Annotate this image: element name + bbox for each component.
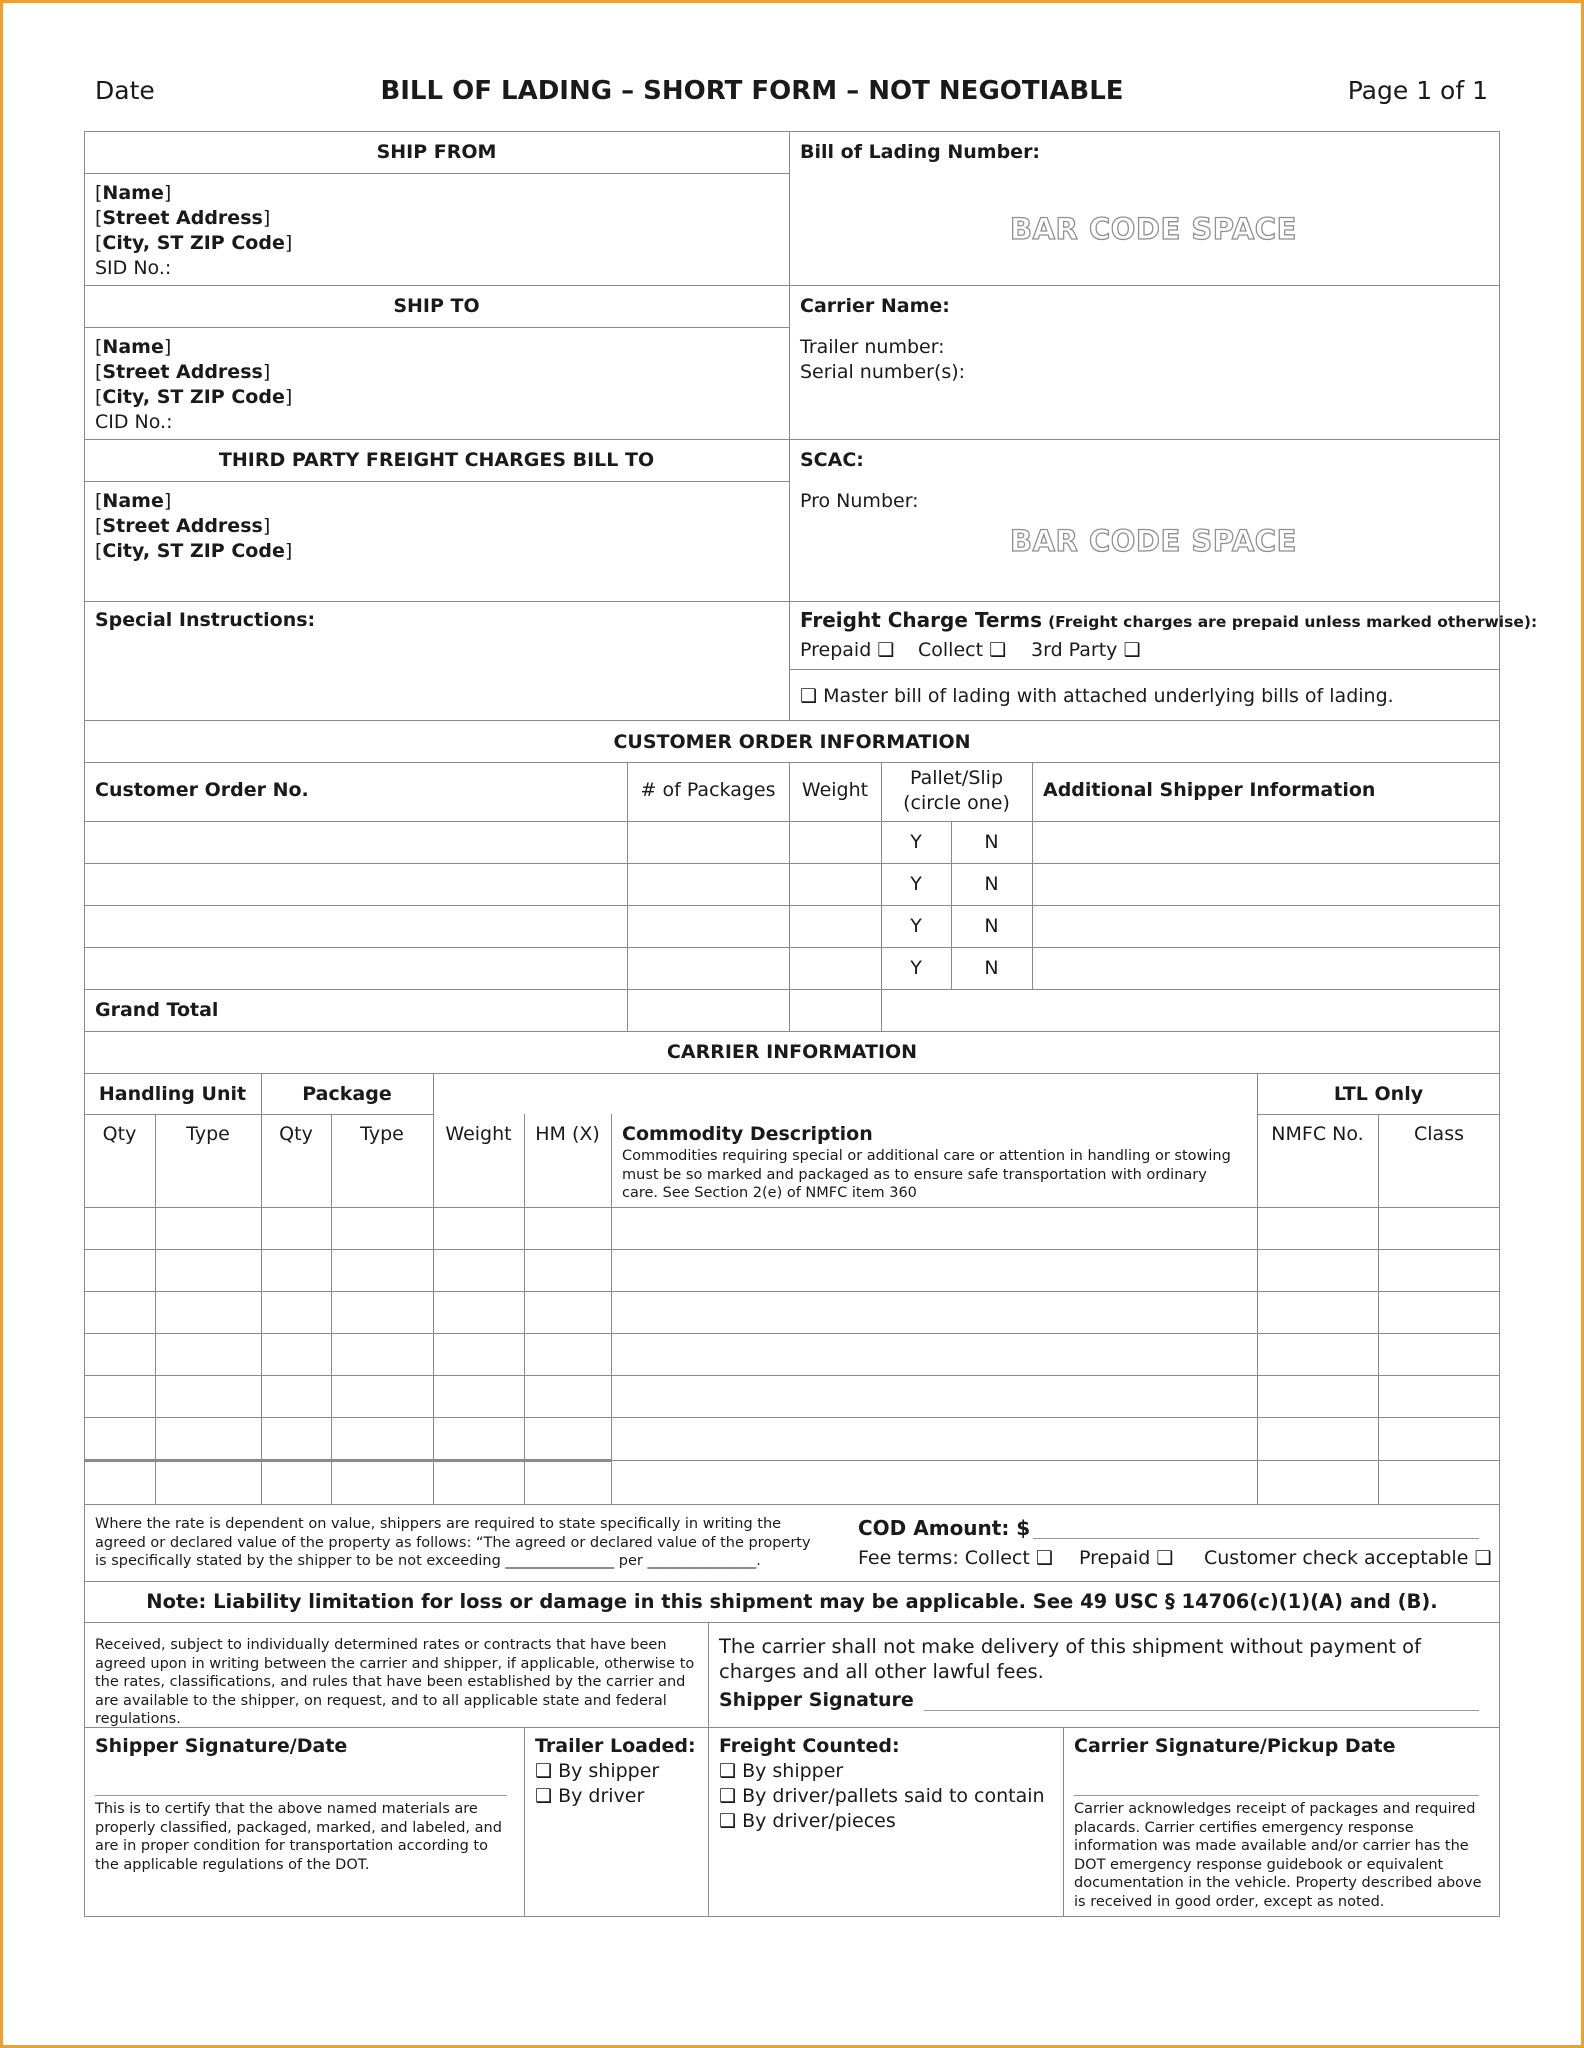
carrier-name-label: Carrier Name: [800, 295, 950, 317]
package-header: Package [302, 1083, 392, 1105]
freight-charge-terms: Freight Charge Terms (Freight charges are prepaid unless marked otherwise): [800, 608, 1538, 632]
liability-note: Note: Liability limitation for loss or damage in this shipment may be applicable. See 49 USC § 14706(c)(1)(A) and (B). [146, 1590, 1438, 1613]
trailer-number-label: Trailer number: [800, 336, 945, 358]
pallet-yes-option[interactable]: Y [910, 873, 922, 895]
col-circle-one: (circle one) [903, 792, 1010, 814]
col-additional-shipper-info: Additional Shipper Information [1043, 779, 1376, 801]
third-party-street[interactable]: [Street Address] [95, 515, 271, 537]
declared-value-note: Where the rate is dependent on value, shippers are required to state specifically in writing the agreed or declared value of the property as follows: “The agreed or declared value of the property is specifically stated by the shipper to be not exceeding _______________ per _______________. [95, 1516, 811, 1569]
freight-counted-by-shipper[interactable]: ❑ By shipper [719, 1760, 844, 1782]
carrier-acknowledgement-text: Carrier acknowledges receipt of packages and required placards. Carrier certifies emergency response information was made available and/or carrier has the DOT emergency response guidebook or equivalent documentation in the vehicle. Property described above is received in good order, except as noted. [1074, 1801, 1482, 1910]
pallet-no-option[interactable]: N [984, 831, 999, 853]
customer-check-checkbox[interactable]: Customer check acceptable ❑ [1204, 1547, 1492, 1569]
special-instructions-label: Special Instructions: [95, 609, 316, 631]
col-weight: Weight [801, 779, 869, 801]
cid-number-label: CID No.: [95, 411, 173, 433]
ship-to-street[interactable]: [Street Address] [95, 361, 271, 383]
pallet-no-option[interactable]: N [984, 915, 999, 937]
col-pallet-slip: Pallet/Slip [909, 767, 1004, 789]
ship-from-street[interactable]: [Street Address] [95, 207, 271, 229]
carrier-signature-date-label: Carrier Signature/Pickup Date [1074, 1735, 1396, 1757]
shipper-certification-text: This is to certify that the above named materials are properly classified, packaged, marked, and labeled, and are in proper condition for transportation according to the applicable regulations of the DOT. [95, 1801, 502, 1873]
ship-to-city[interactable]: [City, ST ZIP Code] [95, 386, 293, 408]
trailer-loaded-by-shipper[interactable]: ❑ By shipper [535, 1760, 660, 1782]
ship-to-name[interactable]: [Name] [95, 336, 172, 358]
pallet-no-option[interactable]: N [984, 957, 999, 979]
pallet-yes-option[interactable]: Y [910, 915, 922, 937]
grand-total-label: Grand Total [95, 999, 219, 1021]
shipper-signature-date-label: Shipper Signature/Date [95, 1735, 348, 1757]
barcode-space-bol: BAR CODE SPACE [1010, 212, 1297, 246]
col-hu-qty: Qty [102, 1123, 137, 1145]
ship-from-heading: SHIP FROM [376, 141, 497, 163]
col-packages: # of Packages [640, 779, 776, 801]
col-nmfc-no: NMFC No. [1271, 1123, 1364, 1145]
pro-number-label: Pro Number: [800, 490, 919, 512]
col-carrier-weight: Weight [445, 1123, 512, 1145]
ship-to-heading: SHIP TO [393, 295, 480, 317]
col-hm: HM (X) [535, 1123, 600, 1145]
cod-amount-line[interactable] [1033, 1538, 1479, 1539]
pallet-yes-option[interactable]: Y [910, 831, 922, 853]
col-hu-type: Type [186, 1123, 230, 1145]
trailer-loaded-label: Trailer Loaded: [535, 1735, 696, 1757]
third-party-city[interactable]: [City, ST ZIP Code] [95, 540, 293, 562]
fee-prepaid-checkbox[interactable]: Prepaid ❑ [1079, 1547, 1174, 1569]
col-pkg-qty: Qty [279, 1123, 313, 1145]
delivery-condition-text: The carrier shall not make delivery of this shipment without payment of charges and all other lawful fees. [719, 1635, 1421, 1683]
page-number: Page 1 of 1 [1347, 76, 1488, 105]
form-title: BILL OF LADING – SHORT FORM – NOT NEGOTIABLE [380, 76, 1124, 106]
pallet-yes-option[interactable]: Y [910, 957, 922, 979]
freight-third-party-checkbox[interactable]: 3rd Party ❑ [1031, 639, 1141, 661]
freight-counted-pallets[interactable]: ❑ By driver/pallets said to contain [719, 1785, 1045, 1807]
scac-label: SCAC: [800, 449, 864, 471]
cod-amount-label: COD Amount: $ [858, 1516, 1031, 1540]
freight-counted-pieces[interactable]: ❑ By driver/pieces [719, 1810, 896, 1832]
date-label: Date [95, 76, 155, 105]
col-pkg-type: Type [360, 1123, 404, 1145]
handling-unit-header: Handling Unit [98, 1083, 247, 1105]
ship-from-city[interactable]: [City, ST ZIP Code] [95, 232, 293, 254]
customer-order-heading: CUSTOMER ORDER INFORMATION [613, 731, 971, 753]
carrier-info-heading: CARRIER INFORMATION [666, 1041, 918, 1063]
col-customer-order-no: Customer Order No. [95, 779, 309, 801]
commodity-note: Commodities requiring special or additional care or attention in handling or stowing must be so marked and packaged as to ensure safe transportation with ordinary care. See Section 2(e) of NMFC item 360 [622, 1148, 1231, 1201]
trailer-loaded-by-driver[interactable]: ❑ By driver [535, 1785, 645, 1807]
third-party-heading: THIRD PARTY FREIGHT CHARGES BILL TO [218, 449, 655, 471]
pallet-no-option[interactable]: N [984, 873, 999, 895]
shipper-signature-label: Shipper Signature [719, 1689, 914, 1711]
freight-counted-label: Freight Counted: [719, 1735, 900, 1757]
carrier-signature-date-line[interactable] [1074, 1795, 1479, 1796]
freight-collect-checkbox[interactable]: Collect ❑ [918, 639, 1007, 661]
shipper-signature-line[interactable] [924, 1710, 1479, 1711]
bol-number-label: Bill of Lading Number: [800, 141, 1041, 163]
master-bol-checkbox[interactable]: ❑ Master bill of lading with attached underlying bills of lading. [800, 685, 1394, 707]
barcode-space-pro: BAR CODE SPACE [1010, 524, 1297, 558]
shipper-signature-date-line[interactable] [95, 1795, 507, 1796]
freight-prepaid-checkbox[interactable]: Prepaid ❑ [800, 639, 895, 661]
received-subject-text: Received, subject to individually determined rates or contracts that have been agreed upon in writing between the carrier and shipper, if applicable, otherwise to the rates, classifications, and rules that have been established by the carrier and are available to the shipper, on request, and to all applicable state and federal regulations. [95, 1637, 695, 1727]
ltl-only-header: LTL Only [1333, 1083, 1424, 1105]
fee-collect-checkbox[interactable]: Fee terms: Collect ❑ [858, 1547, 1053, 1569]
serial-number-label: Serial number(s): [800, 361, 966, 383]
col-commodity-description: Commodity Description [622, 1123, 873, 1145]
sid-number-label: SID No.: [95, 257, 172, 279]
ship-from-name[interactable]: [Name] [95, 182, 172, 204]
col-class: Class [1414, 1123, 1464, 1145]
third-party-name[interactable]: [Name] [95, 490, 172, 512]
